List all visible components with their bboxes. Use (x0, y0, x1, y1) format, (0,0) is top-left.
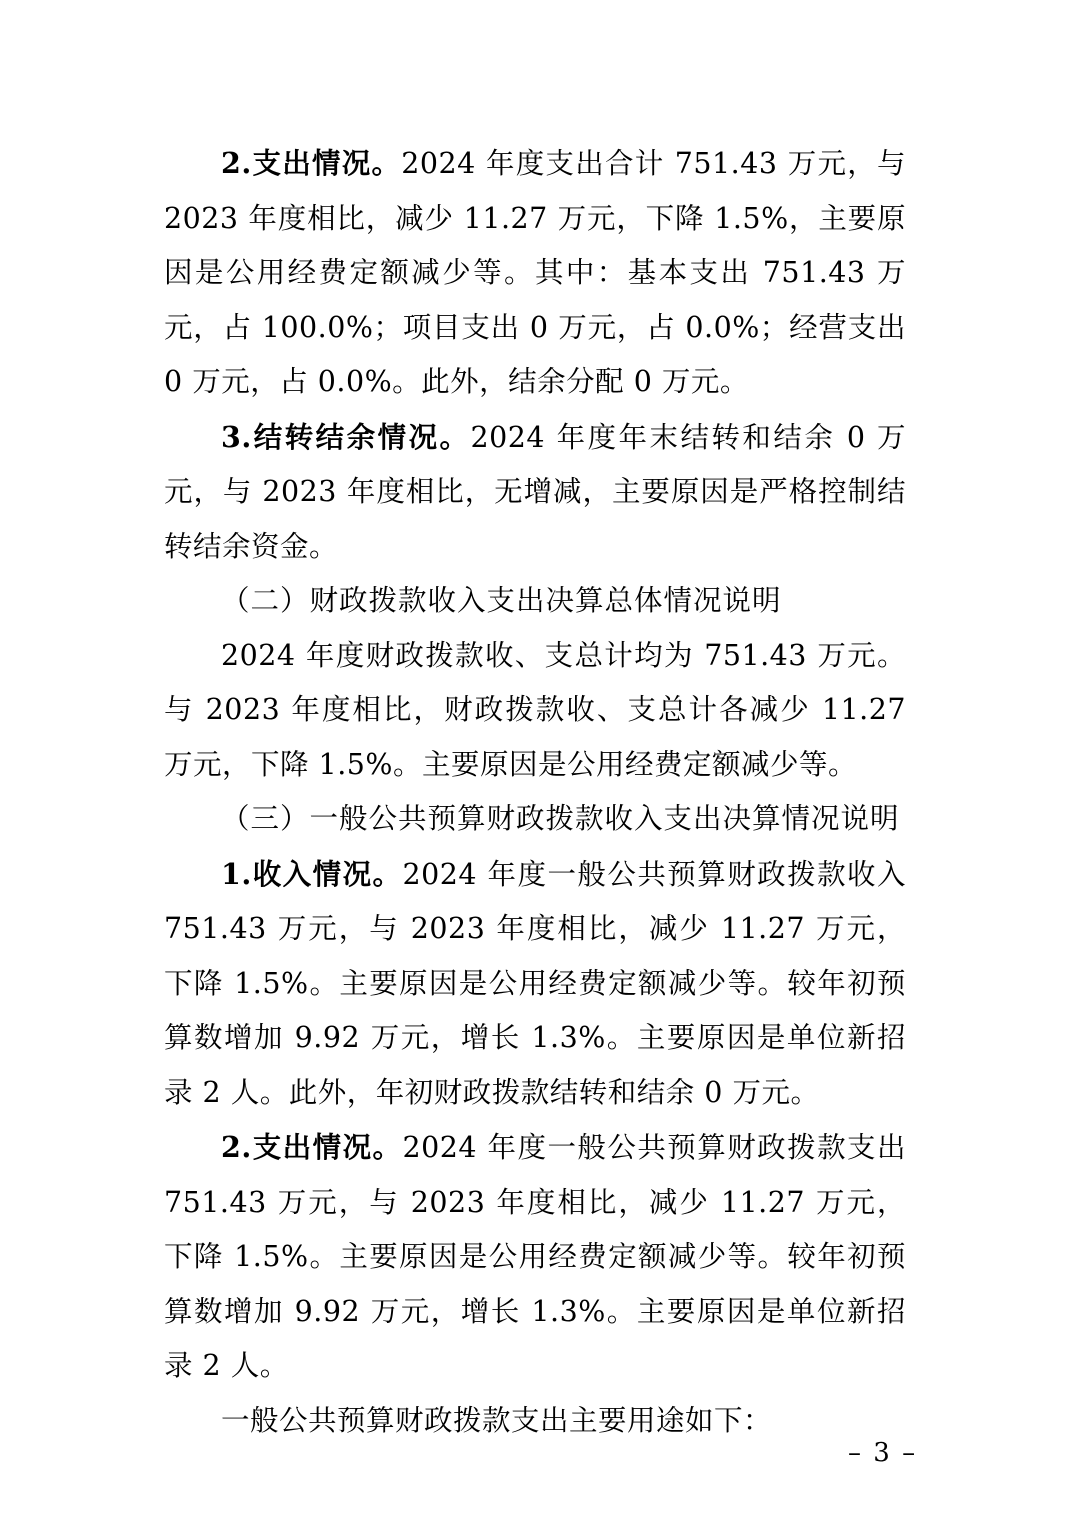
paragraph-fiscal-total (164, 629, 906, 793)
paragraph-text: 2024 年度支出合计 751.43 万元，与 2023 年度相比，减少 11.27 万元，下降 1.5%，主要原因是公用经费定额减少等。其中：基本支出 751.43 万元，占 100.0%；项目支出 0 万元，占 0.0%；经营支出 0 万元，占 0.0%。此外，结余分配 0 万元。 (164, 147, 906, 398)
paragraph-lead: 1.收入情况。 (221, 856, 403, 891)
section-heading-2: （二）财政拨款收入支出决算总体情况说明 (221, 584, 782, 617)
section-heading-3: （三）一般公共预算财政拨款收入支出决算情况说明 (221, 802, 900, 835)
paragraph-general-expenditure (164, 1120, 906, 1394)
paragraph-carryover (164, 410, 906, 575)
paragraph-expenditure (164, 136, 906, 410)
document-page (164, 136, 906, 1448)
paragraph-lead: 2.支出情况。 (221, 146, 402, 180)
paragraph-text: 一般公共预算财政拨款支出主要用途如下： (221, 1403, 773, 1437)
paragraph-lead: 3.结转结余情况。 (221, 419, 471, 454)
paragraph-uses-intro (164, 1394, 906, 1449)
paragraph-income (164, 847, 906, 1121)
paragraph-text: 2024 年度一般公共预算财政拨款收入 751.43 万元，与 2023 年度相比，减少 11.27 万元，下降 1.5%。主要原因是公用经费定额减少等。较年初预算数增加 9.92 万元，增长 1.3%。主要原因是单位新招录 2 人。此外，年初财政拨款结转和结余 0 万元。 (164, 857, 906, 1109)
paragraph-lead: 2.支出情况。 (221, 1130, 403, 1164)
paragraph-text: 2024 年度财政拨款收、支总计均为 751.43 万元。与 2023 年度相比，财政拨款收、支总计各减少 11.27 万元，下降 1.5%。主要原因是公用经费定额减少等。 (164, 638, 906, 781)
paragraph-text: 2024 年度年末结转和结余 0 万元，与 2023 年度相比，无增减，主要原因是严格控制结转结余资金。 (164, 420, 906, 563)
page-number: – 3 – (848, 1438, 918, 1468)
paragraph-text: 2024 年度一般公共预算财政拨款支出 751.43 万元，与 2023 年度相比，减少 11.27 万元，下降 1.5%。主要原因是公用经费定额减少等。较年初预算数增加 9.92 万元，增长 1.3%。主要原因是单位新招录 2 人。 (164, 1131, 906, 1382)
